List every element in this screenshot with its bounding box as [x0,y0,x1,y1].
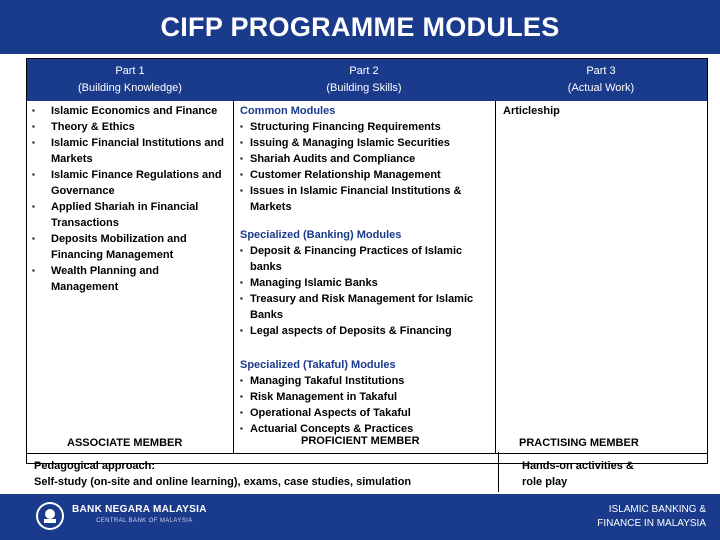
list-item: ▪ Deposit & Financing Practices of Islamic banks [240,243,490,275]
list-item: ▪ Issues in Islamic Financial Institutions & Markets [240,183,490,215]
row-divider [27,453,707,454]
list-item: ▪ Operational Aspects of Takaful [240,405,490,421]
part-3-column [503,103,703,119]
list-item: ▪ Managing Islamic Banks [240,275,490,291]
proficient-member-label: PROFICIENT MEMBER [301,435,420,447]
table-header [27,59,707,101]
header-part-1-sub: (Building Knowledge) [78,82,182,94]
list-item: ▪ Islamic Finance Regulations and Governance [27,167,227,199]
list-item: ▪ Managing Takaful Institutions [240,373,490,389]
list-item: ▪ Applied Shariah in Financial Transactions [27,199,227,231]
pedagogy-line-1: Pedagogical approach: [34,460,156,472]
column-divider-2 [495,101,496,453]
list-item: ▪ Issuing & Managing Islamic Securities [240,135,490,151]
modules-table [26,58,708,464]
footer-tagline-line-1: ISLAMIC BANKING & [608,504,706,515]
takaful-modules-heading: Specialized (Takaful) Modules [240,359,396,371]
header-part-3 [495,63,707,97]
header-part-2 [233,63,495,97]
list-item: ▪ Deposits Mobilization and Financing Management [27,231,227,263]
list-item: ▪ Actuarial Concepts & Practices [240,421,490,437]
part-2-column [240,103,490,437]
pedagogy-divider [498,452,499,492]
list-item: ▪ Wealth Planning and Management [27,263,227,295]
header-part-2-name: Part 2 [349,65,379,77]
bank-subtitle: CENTRAL BANK OF MALAYSIA [96,518,193,524]
list-item: ▪ Islamic Economics and Finance [27,103,227,119]
list-item: ▪ Structuring Financing Requirements [240,119,490,135]
pedagogy-line-2: Self-study (on-site and online learning), exams, case studies, simulation [34,476,412,488]
bank-name: BANK NEGARA MALAYSIA [72,504,207,515]
pedagogy-part-3-line-2: role play [522,476,568,488]
pedagogy-text [34,458,411,490]
takaful-modules-list [240,373,490,437]
pedagogy-part-3-line-1: Hands-on activities & [522,460,634,472]
list-item: ▪ Treasury and Risk Management for Islamic Banks [240,291,490,323]
column-divider-1 [233,101,234,453]
list-item: ▪ Legal aspects of Deposits & Financing [240,323,490,339]
list-item: ▪ Customer Relationship Management [240,167,490,183]
part-1-column [27,103,227,295]
part-1-list [27,103,227,295]
banking-modules-heading: Specialized (Banking) Modules [240,229,402,241]
common-modules-heading: Common Modules [240,105,336,117]
practising-member-label: PRACTISING MEMBER [519,437,639,449]
footer-tagline-line-2: FINANCE IN MALAYSIA [597,518,706,529]
footer-bar [0,494,720,540]
header-part-2-sub: (Building Skills) [326,82,402,94]
title-bar [0,0,720,54]
common-modules-list [240,119,490,215]
associate-member-label: ASSOCIATE MEMBER [67,437,183,449]
page-title: CIFP PROGRAMME MODULES [160,11,560,42]
header-part-1 [27,63,233,97]
header-part-3-name: Part 3 [586,65,616,77]
banking-modules-list [240,243,490,339]
footer-tagline [597,503,706,531]
list-item: ▪ Theory & Ethics [27,119,227,135]
bnm-logo-icon [36,502,64,530]
list-item: ▪ Risk Management in Takaful [240,389,490,405]
list-item: ▪ Shariah Audits and Compliance [240,151,490,167]
header-part-1-name: Part 1 [115,65,145,77]
list-item: ▪ Islamic Financial Institutions and Markets [27,135,227,167]
pedagogy-part-3 [522,458,634,490]
header-part-3-sub: (Actual Work) [567,82,635,94]
articleship-text: Articleship [503,105,560,117]
